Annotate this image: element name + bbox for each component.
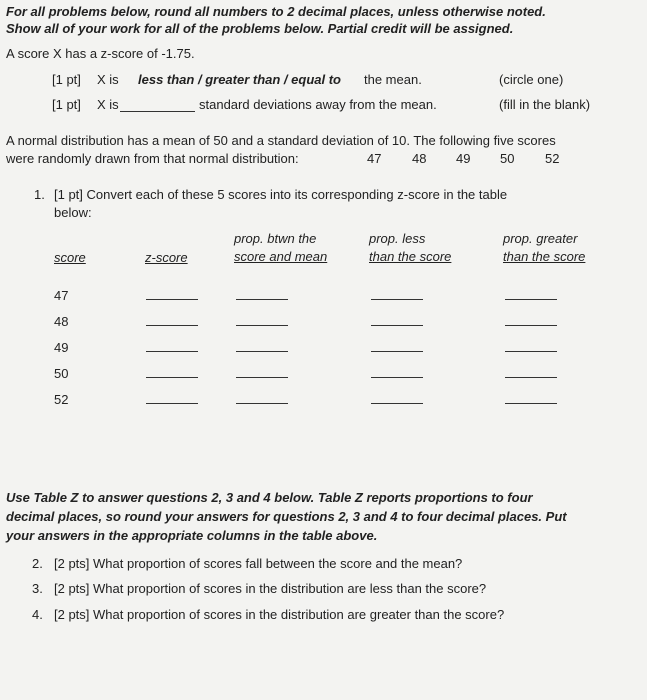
- blank-prop-less[interactable]: [371, 325, 423, 326]
- blank-zscore[interactable]: [146, 299, 198, 300]
- part-a-note: (circle one): [499, 72, 564, 87]
- blank-prop-greater[interactable]: [505, 403, 557, 404]
- part-a-label: X is: [97, 72, 119, 87]
- zscore-intro: A score X has a z-score of -1.75.: [6, 46, 195, 61]
- header-score: score: [54, 250, 86, 265]
- question-1-line-2: below:: [54, 205, 92, 220]
- header-prop-between: prop. btwn the score and mean: [234, 231, 328, 264]
- question-1-line-1: [1 pt] Convert each of these 5 scores into its corresponding z-score in the table: [54, 187, 508, 202]
- header-zscore: z-score: [145, 250, 188, 265]
- question-text: [2 pts] What proportion of scores in the distribution are greater than the score?: [54, 607, 505, 622]
- instructions-line-2: Show all of your work for all of the problems below. Partial credit will be assigned.: [6, 21, 514, 36]
- blank-zscore[interactable]: [146, 325, 198, 326]
- part-b-points: [1 pt]: [52, 97, 81, 112]
- row-score: 47: [54, 288, 69, 303]
- blank-prop-less[interactable]: [371, 403, 423, 404]
- part-b-text: standard deviations away from the mean.: [199, 97, 437, 112]
- question-number: 4.: [32, 607, 43, 622]
- blank-prop-between[interactable]: [236, 299, 288, 300]
- drawn-score: 50: [500, 151, 515, 166]
- blank-zscore[interactable]: [146, 403, 198, 404]
- blank-prop-greater[interactable]: [505, 299, 557, 300]
- drawn-score: 48: [412, 151, 427, 166]
- question-text: [2 pts] What proportion of scores fall between the score and the mean?: [54, 556, 463, 571]
- part-b-label: X is: [97, 97, 119, 112]
- header-prop-less: prop. less than the score: [369, 231, 452, 264]
- blank-prop-between[interactable]: [236, 351, 288, 352]
- drawn-score: 52: [545, 151, 560, 166]
- tablez-note-line-2: decimal places, so round your answers for questions 2, 3 and 4 to four decimal places. Put: [6, 509, 567, 524]
- drawn-score: 49: [456, 151, 471, 166]
- blank-prop-less[interactable]: [371, 377, 423, 378]
- drawn-score: 47: [367, 151, 382, 166]
- blank-prop-greater[interactable]: [505, 377, 557, 378]
- blank-prop-greater[interactable]: [505, 351, 557, 352]
- tablez-note-line-1: Use Table Z to answer questions 2, 3 and 4 below. Table Z reports proportions to four: [6, 490, 533, 505]
- question-1-number: 1.: [34, 187, 45, 202]
- blank-prop-greater[interactable]: [505, 325, 557, 326]
- fill-blank-sd[interactable]: [120, 111, 195, 112]
- row-score: 49: [54, 340, 69, 355]
- blank-prop-less[interactable]: [371, 299, 423, 300]
- part-a-points: [1 pt]: [52, 72, 81, 87]
- header-prop-greater: prop. greater than the score: [503, 231, 586, 264]
- blank-zscore[interactable]: [146, 351, 198, 352]
- blank-prop-between[interactable]: [236, 325, 288, 326]
- question-text: [2 pts] What proportion of scores in the distribution are less than the score?: [54, 581, 487, 596]
- blank-prop-less[interactable]: [371, 351, 423, 352]
- row-score: 50: [54, 366, 69, 381]
- row-score: 48: [54, 314, 69, 329]
- distribution-line-2: were randomly drawn from that normal distribution:: [6, 151, 299, 166]
- question-number: 3.: [32, 581, 43, 596]
- part-b-note: (fill in the blank): [499, 97, 591, 112]
- part-a-text: the mean.: [364, 72, 422, 87]
- circle-choices[interactable]: less than / greater than / equal to: [138, 72, 341, 87]
- question-number: 2.: [32, 556, 43, 571]
- row-score: 52: [54, 392, 69, 407]
- blank-prop-between[interactable]: [236, 403, 288, 404]
- blank-prop-between[interactable]: [236, 377, 288, 378]
- distribution-line-1: A normal distribution has a mean of 50 and a standard deviation of 10. The following five scores: [6, 133, 556, 148]
- blank-zscore[interactable]: [146, 377, 198, 378]
- tablez-note-line-3: your answers in the appropriate columns in the table above.: [6, 528, 378, 543]
- instructions-line-1: For all problems below, round all numbers to 2 decimal places, unless otherwise noted.: [6, 4, 546, 19]
